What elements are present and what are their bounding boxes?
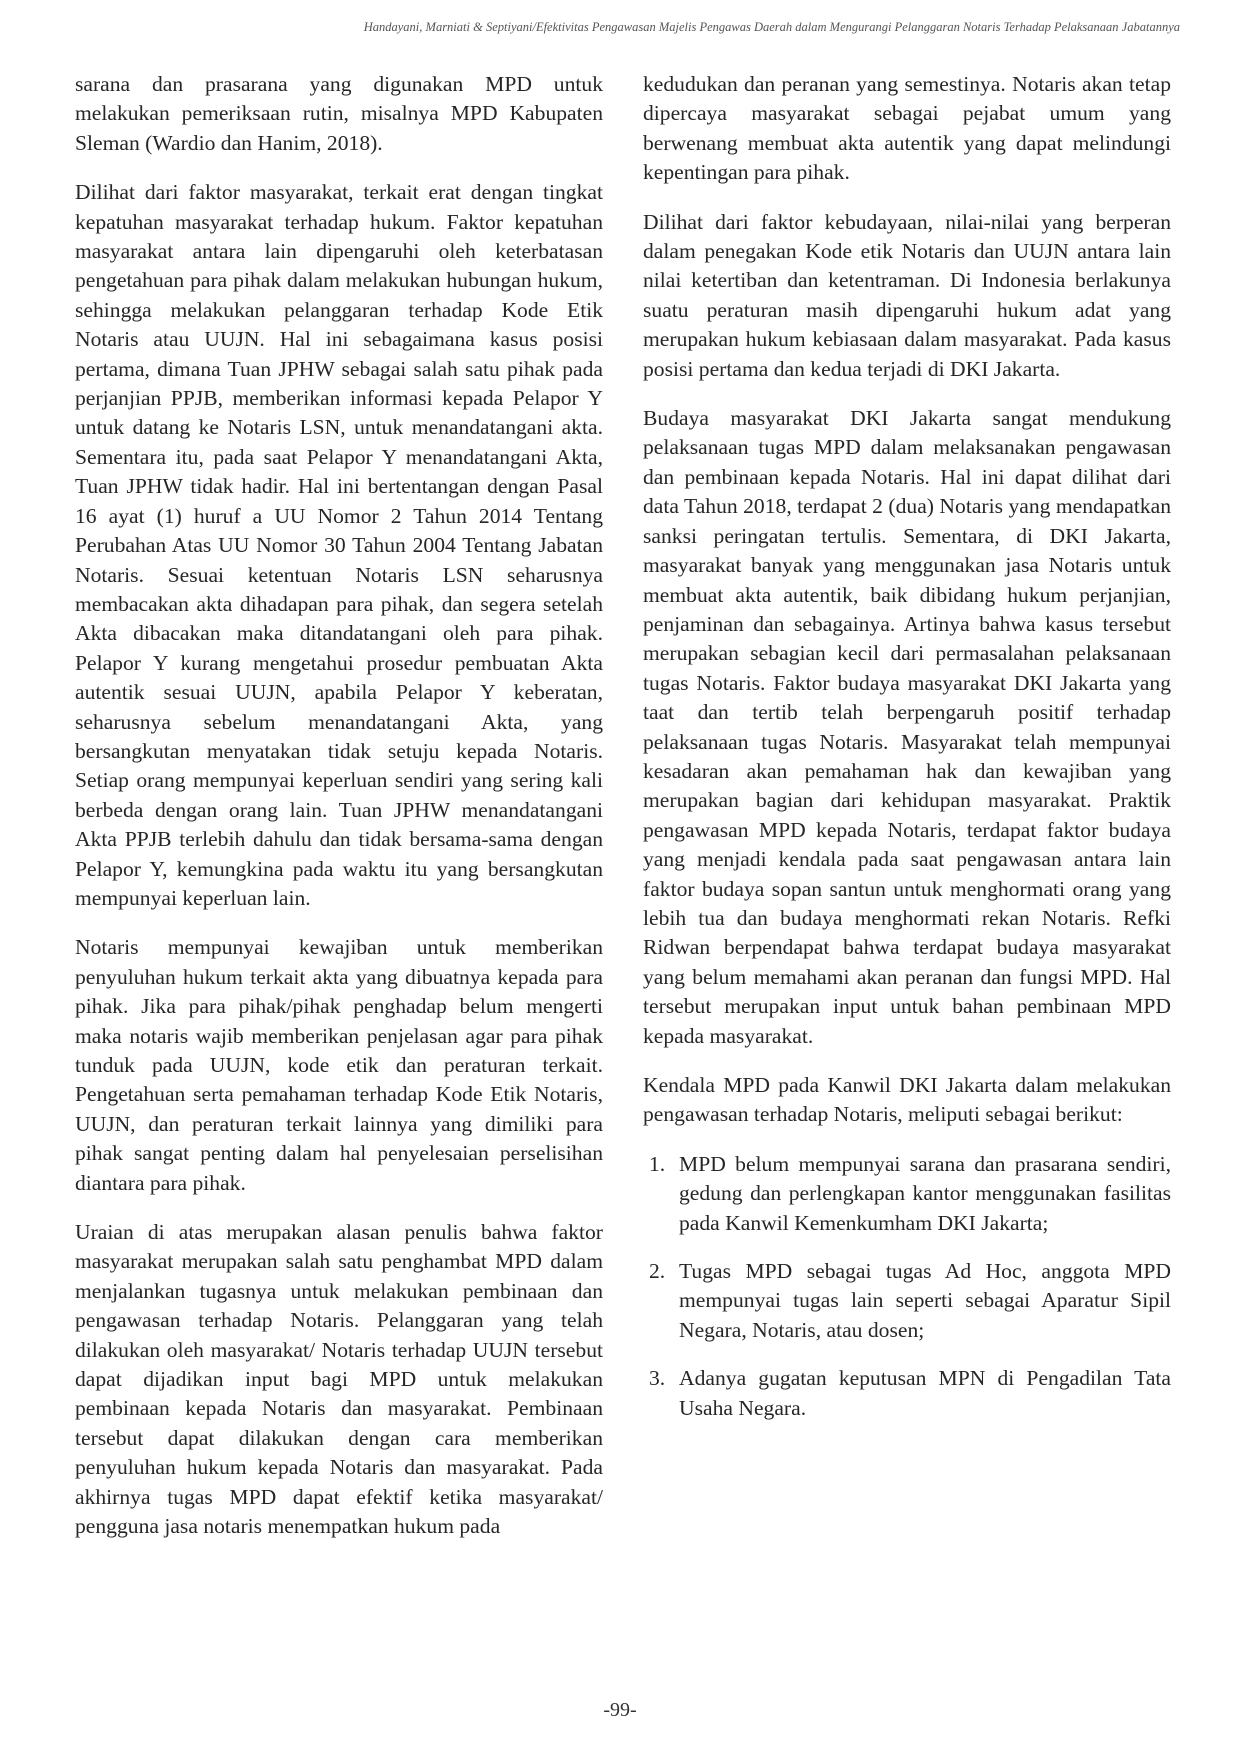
numbered-list bbox=[643, 1150, 1171, 1423]
list-item bbox=[643, 1364, 1171, 1423]
left-column bbox=[75, 70, 603, 1562]
paragraph: Uraian di atas merupakan alasan penulis bahwa faktor masyarakat merupakan salah satu penghambat MPD dalam menjalankan tugasnya untuk melakukan pembinaan dan pengawasan terhadap Notaris. Pelanggaran yang telah dilakukan oleh masyarakat/ Notaris terhadap UUJN tersebut dapat dijadikan input bagi MPD untuk melakukan pembinaan kepada Notaris dan masyarakat. Pembinaan tersebut dapat dilakukan dengan cara memberikan penyuluhan hukum kepada Notaris dan masyarakat. Pada akhirnya tugas MPD dapat efektif ketika masyarakat/ pengguna jasa notaris menempatkan hukum pada bbox=[75, 1220, 603, 1539]
page-number: -99- bbox=[603, 1699, 637, 1721]
paragraph: kedudukan dan peranan yang semestinya. Notaris akan tetap dipercaya masyarakat sebagai pejabat umum yang berwenang membuat akta autentik yang dapat melindungi kepentingan para pihak. bbox=[643, 72, 1171, 185]
right-column bbox=[643, 70, 1171, 1442]
list-item-text: Adanya gugatan keputusan MPN di Pengadilan Tata Usaha Negara. bbox=[679, 1366, 1171, 1420]
paragraph: Notaris mempunyai kewajiban untuk memberikan penyuluhan hukum terkait akta yang dibuatnya kepada para pihak. Jika para pihak/pihak penghadap belum mengerti maka notaris wajib memberikan penjelasan agar para pihak tunduk pada UUJN, kode etik dan peraturan terkait. Pengetahuan serta pemahaman terhadap Kode Etik Notaris, UUJN, dan peraturan terkait lainnya yang dimiliki para pihak sangat penting dalam hal penyelesaian perselisihan diantara para pihak. bbox=[75, 935, 603, 1195]
paragraph: Budaya masyarakat DKI Jakarta sangat mendukung pelaksanaan tugas MPD dalam melaksanakan pengawasan dan pembinaan kepada Notaris. Hal ini dapat dilihat dari data Tahun 2018, terdapat 2 (dua) Notaris yang mendapatkan sanksi peringatan tertulis. Sementara, di DKI Jakarta, masyarakat banyak yang menggunakan jasa Notaris untuk membuat akta autentik, baik dibidang hukum perjanjian, penjaminan dan sebagainya. Artinya bahwa kasus tersebut merupakan sebagian kecil dari permasalahan pelaksanaan tugas Notaris. Faktor budaya masyarakat DKI Jakarta yang taat dan tertib telah berpengaruh positif terhadap pelaksanaan tugas Notaris. Masyarakat telah mempunyai kesadaran akan pemahaman hak dan kewajiban yang merupakan bagian dari kehidupan masyarakat. Praktik pengawasan MPD kepada Notaris, terdapat faktor budaya yang menjadi kendala pada saat pengawasan antara lain faktor budaya sopan santun untuk menghormati orang yang lebih tua dan budaya menghormati rekan Notaris. Refki Ridwan berpendapat bahwa terdapat budaya masyarakat yang belum memahami akan peranan dan fungsi MPD. Hal tersebut merupakan input untuk bahan pembinaan MPD kepada masyarakat. bbox=[643, 406, 1171, 1048]
list-item-number: 2. bbox=[649, 1259, 666, 1284]
paragraph: Dilihat dari faktor masyarakat, terkait erat dengan tingkat kepatuhan masyarakat terhadap hukum. Faktor kepatuhan masyarakat antara lain dipengaruhi oleh keterbatasan pengetahuan para pihak dalam melakukan hubungan hukum, sehingga melakukan pelanggaran terhadap Kode Etik Notaris atau UUJN. Hal ini sebagaimana kasus posisi pertama, dimana Tuan JPHW sebagai salah satu pihak pada perjanjian PPJB, memberikan informasi kepada Pelapor Y untuk datang ke Notaris LSN, untuk menandatangani akta. Sementara itu, pada saat Pelapor Y menandatangani Akta, Tuan JPHW tidak hadir. Hal ini bertentangan dengan Pasal 16 ayat (1) huruf a UU Nomor 2 Tahun 2014 Tentang Perubahan Atas UU Nomor 30 Tahun 2004 Tentang Jabatan Notaris. Sesuai ketentuan Notaris LSN seharusnya membacakan akta dihadapan para pihak, dan segera setelah Akta dibacakan maka ditandatangani oleh para pihak. Pelapor Y kurang mengetahui prosedur pembuatan Akta autentik sesuai UUJN, apabila Pelapor Y keberatan, seharusnya sebelum menandatangani Akta, yang bersangkutan menyatakan tidak setuju kepada Notaris. Setiap orang mempunyai keperluan sendiri yang sering kali berbeda dengan orang lain. Tuan JPHW menandatangani Akta PPJB terlebih dahulu dan tidak bersama-sama dengan Pelapor Y, kemungkina pada waktu itu yang bersangkutan mempunyai keperluan lain. bbox=[75, 180, 603, 910]
list-item-number: 1. bbox=[649, 1151, 666, 1176]
list-item bbox=[643, 1150, 1171, 1238]
running-head: Handayani, Marniati & Septiyani/Efektivitas Pengawasan Majelis Pengawas Daerah dalam Mengurangi Pelanggaran Notaris Terhadap Pelaksanaan Jabatannya bbox=[363, 20, 1180, 34]
paragraph: Kendala MPD pada Kanwil DKI Jakarta dalam melakukan pengawasan terhadap Notaris, meliputi sebagai berikut: bbox=[643, 1073, 1171, 1127]
paragraph: Dilihat dari faktor kebudayaan, nilai-nilai yang berperan dalam penegakan Kode etik Notaris dan UUJN antara lain nilai ketertiban dan ketentraman. Di Indonesia berlakunya suatu peraturan masih dipengaruhi hukum adat yang merupakan hukum kebiasaan dalam masyarakat. Pada kasus posisi pertama dan kedua terjadi di DKI Jakarta. bbox=[643, 209, 1171, 381]
list-item bbox=[643, 1257, 1171, 1345]
list-item-text: MPD belum mempunyai sarana dan prasarana sendiri, gedung dan perlengkapan kantor menggunakan fasilitas pada Kanwil Kemenkumham DKI Jakarta; bbox=[679, 1151, 1171, 1235]
list-item-text: Tugas MPD sebagai tugas Ad Hoc, anggota MPD mempunyai tugas lain seperti sebagai Aparatur Sipil Negara, Notaris, atau dosen; bbox=[679, 1259, 1171, 1342]
list-item-number: 3. bbox=[649, 1366, 666, 1391]
paragraph: sarana dan prasarana yang digunakan MPD untuk melakukan pemeriksaan rutin, misalnya MPD Kabupaten Sleman (Wardio dan Hanim, 2018). bbox=[75, 72, 603, 155]
